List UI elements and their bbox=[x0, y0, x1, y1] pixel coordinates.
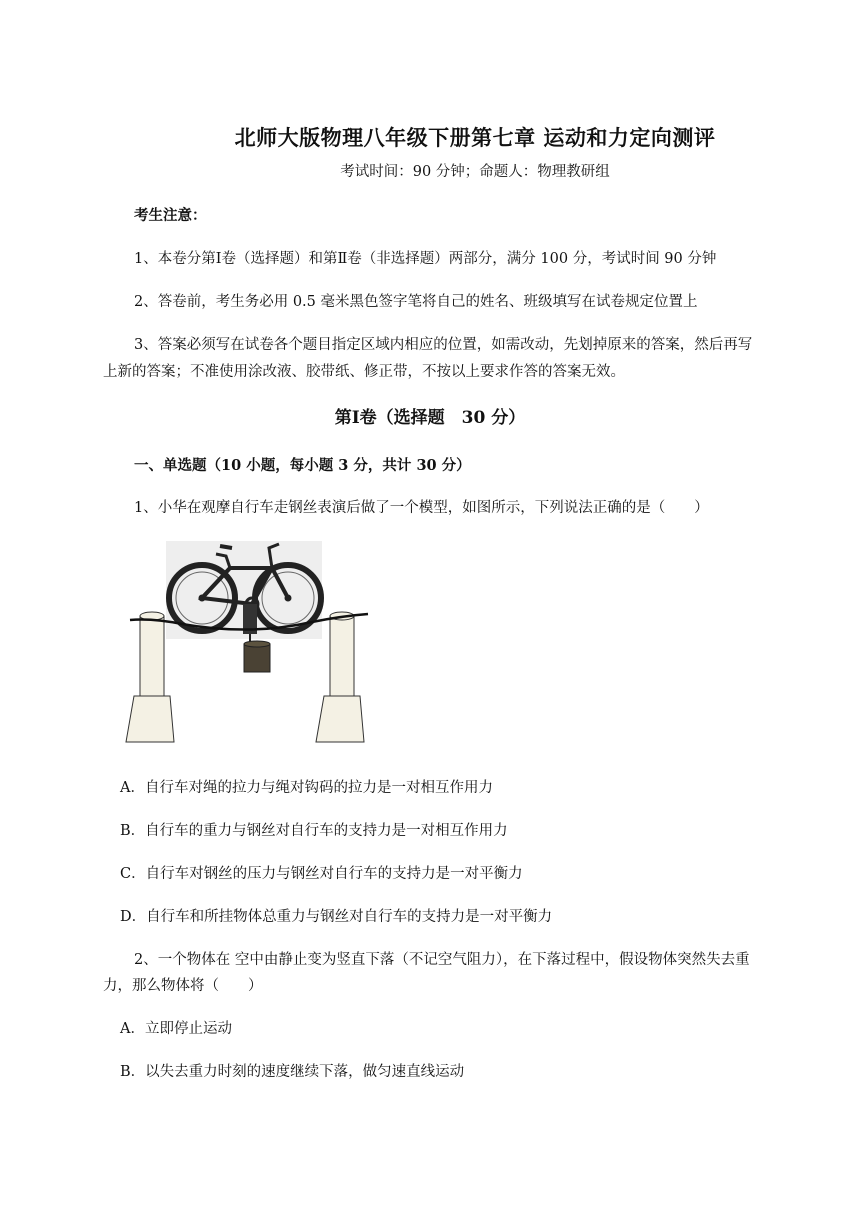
notice-item-3: 3、答案必须写在试卷各个题目指定区域内相应的位置，如需改动，先划掉原来的答案，然后再写 bbox=[134, 337, 753, 353]
right-base bbox=[316, 696, 364, 742]
question-2-option-b: B．以失去重力时刻的速度继续下落，做匀速直线运动 bbox=[120, 1064, 465, 1080]
question-2-stem-line1: 2、一个物体在 空中由静止变为竖直下落（不记空气阻力），在下落过程中，假设物体突然失去重 bbox=[134, 952, 750, 968]
question-1-option-a: A．自行车对绳的拉力与绳对钩码的拉力是一对相互作用力 bbox=[120, 780, 493, 796]
hanging-weight bbox=[244, 644, 270, 672]
left-post bbox=[140, 616, 164, 696]
question-1-option-b: B．自行车的重力与钢丝对自行车的支持力是一对相互作用力 bbox=[120, 823, 508, 839]
question-2-option-a: A．立即停止运动 bbox=[120, 1021, 232, 1037]
notice-item-1: 1、本卷分第Ⅰ卷（选择题）和第Ⅱ卷（非选择题）两部分，满分 100 分，考试时间 90 分钟 bbox=[134, 251, 717, 267]
left-base bbox=[126, 696, 174, 742]
part-heading: 一、单选题（10 小题，每小题 3 分，共计 30 分） bbox=[134, 457, 471, 474]
question-2-stem-line2: 力，那么物体将（ ） bbox=[103, 978, 263, 994]
exam-title: 北师大版物理八年级下册第七章 运动和力定向测评 bbox=[234, 125, 716, 150]
question-1-stem: 1、小华在观摩自行车走钢丝表演后做了一个模型，如图所示，下列说法正确的是（ ） bbox=[134, 500, 709, 516]
notice-item-3-cont: 上新的答案；不准使用涂改液、胶带纸、修正带，不按以上要求作答的答案无效。 bbox=[103, 364, 625, 380]
right-post bbox=[330, 616, 354, 696]
notice-item-2: 2、答卷前，考生务必用 0.5 毫米黑色签字笔将自己的姓名、班级填写在试卷规定位置上 bbox=[134, 294, 698, 310]
bicycle-tightrope-figure bbox=[122, 538, 372, 748]
question-1-option-d: D．自行车和所挂物体总重力与钢丝对自行车的支持力是一对平衡力 bbox=[120, 909, 553, 925]
notice-heading: 考生注意： bbox=[134, 207, 207, 224]
exam-subtitle: 考试时间：90 分钟；命题人：物理教研组 bbox=[340, 164, 610, 180]
question-1-option-c: C．自行车对钢丝的压力与钢丝对自行车的支持力是一对平衡力 bbox=[120, 866, 523, 882]
section-title: 第Ⅰ卷（选择题 30 分） bbox=[334, 408, 526, 428]
